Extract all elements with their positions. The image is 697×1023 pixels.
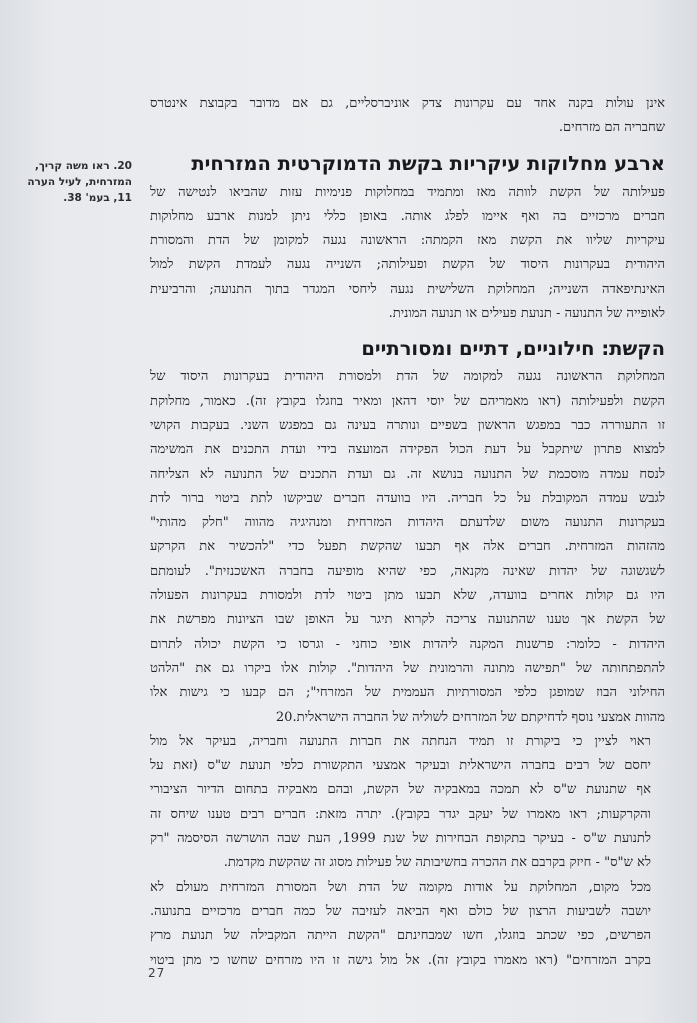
section1-paragraph (150, 181, 665, 327)
section-heading: ארבע מחלוקות עיקריות בקשת הדמוקרטית המזרחית (191, 151, 665, 175)
text-line: בקרב המזרחים" (ראו מאמרו בקובץ זה). אל מול גישה זו היו מזרחים שחשו כי מתן ביטוי (150, 952, 651, 968)
text-line: מכל מקום, המחלוקת על אודות מקומה של הדת ושל המסורת המזרחית מעולם לא (150, 879, 651, 895)
paragraph-3 (150, 730, 665, 876)
text-line: לגבש עמדה המקובלת על כל חבריה. היו בוועדה חברים שביקשו לתת ביטוי ברור לדת (150, 490, 665, 506)
text-line: האינתיפאדה השנייה; המחלוקת השלישית נגעה ליחסי המגדר בתוך התנועה; והרביעית (150, 281, 665, 297)
footnote-line: המזרחית, לעיל הערה (27, 176, 132, 188)
text-line: עיקריות שליוו את הקשת מאז הקמתה: הראשונה נגעה למקומן של הדת והמסורת (150, 233, 665, 249)
text-line: מהוות אמצעי נוסף לדחיקתם של המזרחים לשוליה של החברה הישראלית.20 (275, 709, 665, 725)
paragraph-4 (150, 876, 665, 973)
footnote-line: 20. ראו משה קריך, (34, 160, 132, 172)
text-line: למצוא פתרון שיתקבל על דעת הכול הפקידה המועצה בידי ועדת התכנים את המשימה (150, 442, 665, 458)
text-line: בעקרונות התנועה משום שלדעתם היהדות המזרחית ומנהיגיה מהווה "חלק מהותי" (150, 515, 665, 531)
section2-paragraph (150, 365, 665, 729)
text-line: לשגשוגה של יהדות שאינה מקנאה, כפי שהיא מופיעה בחברה האשכנזית". לעומתם (150, 563, 665, 579)
text-line: אינן עולות בקנה אחד עם עקרונות צדק אוניברסליים, גם אם מדובר בקבוצת אינטרס (150, 96, 665, 111)
text-line: לא ש"ס" - חיזק בקרבם את ההכרה בחשיבותה של פעילות מסוג זה שהקשת מקדמת. (223, 855, 651, 871)
footnote-line: 11, בעמ' 38. (63, 192, 132, 204)
intro-paragraph (150, 92, 665, 141)
text-line: היהודית בעקרונות היסוד של הקשת ופעילותה; השנייה נגעה לעמדת הקשת למול (150, 257, 665, 273)
text-line: ראוי לציין כי ביקורת זו תמיד הנחתה את חברות התנועה וחבריה, בעיקר אל מול (150, 733, 651, 749)
text-line: זו התעוררה כבר במפגש הראשון בשפיים ונותרה בעינה גם במפגש השני. בעקבות הקושי (150, 417, 665, 433)
text-line: היו גם קולות אחרים בוועדה, שלא תבעו מתן ביטוי לדת ולמסורת בעקרונות הפעולה (150, 588, 665, 604)
margin-footnote (22, 158, 132, 206)
page-number: 27 (148, 966, 166, 980)
text-line: חברים מרכזיים בה ואף איימו לפלג אותה. באופן כללי ניתן למנות ארבע מחלוקות (150, 208, 665, 224)
text-line: היהדות - כלומר: פרשנות המקנה ליהדות אופי כוחני - וגרסו כי הקשת יכולה לתרום (150, 636, 665, 652)
text-line: הפרשים, כפי שכתב בוזגלו, חשו שמבחינתם "הקשת הייתה המקבילה של תנועת מרץ (150, 928, 651, 944)
section-heading: הקשת: חילוניים, דתיים ומסורתיים (361, 337, 665, 361)
main-column (150, 92, 665, 973)
text-line: שחבריה הם מזרחים. (558, 120, 665, 136)
text-line: לאופייה של התנועה - תנועת פעילים או תנועה המונית. (388, 306, 665, 322)
text-line: לתנועת ש"ס - בעיקר בתקופת הבחירות של שנת 1999, העת שבה הושרשה הסיסמה "רק (150, 831, 651, 847)
text-line: המחלוקת הראשונה נגעה למקומה של הדת ולמסורת היהודית בעקרונות היסוד של (150, 369, 665, 385)
text-line: יושבה לשביעות הרצון של כולם ואף הביאה לעזיבה של כמה חברים מרכזיים בתנועה. (150, 903, 651, 919)
text-line: החילוני הבוז שמופגן כלפי המסורתיות העממית של המזרחי"; הם קבעו כי גישות אלו (150, 685, 665, 701)
text-line: הקשת ולפעילותה (ראו מאמריהם של יוסי דהאן ומאיר בוזגלו בקובץ זה). כאמור, מחלוקת (150, 393, 665, 409)
text-line: והקרקעות; ראו מאמרו של יעקב יגדר בקובץ). יתרה מזאת: חברים רבים טענו שיחס זה (150, 806, 651, 822)
text-line: יחסם של רבים בחברה הישראלית ובעיקר אמצעי התקשורת כלפי תנועת ש"ס (זאת על (150, 758, 651, 774)
text-line: להתפתחותה של "תפישה מתונה והרמונית של היהדות". קולות אלו ביקרו גם את "הלהט (150, 660, 665, 676)
text-line: לנסח עמדה מוסכמת של התנועה בנושא זה. גם ועדת התכנים של התנועה לא הצליחה (150, 466, 665, 482)
text-line: אף שתנועת ש"ס לא תמכה במאבקיה של הקשת, ובהם מאבקיה בתחום הדיור הציבורי (150, 782, 651, 798)
text-line: פעילותה של הקשת לוותה מאז ומתמיד במחלוקות פנימיות עזות שהביאו לנטישה של (150, 184, 665, 200)
text-line: של הקשת אך טענו שהתנועה צריכה לקרוא תיגר על האופן שבו הציונות מפרשת את (150, 612, 665, 628)
text-line: מהזהות המזרחית. חברים אלה אף תבעו שהקשת תפעל כדי "להכשיר את הקרקע (150, 539, 665, 555)
